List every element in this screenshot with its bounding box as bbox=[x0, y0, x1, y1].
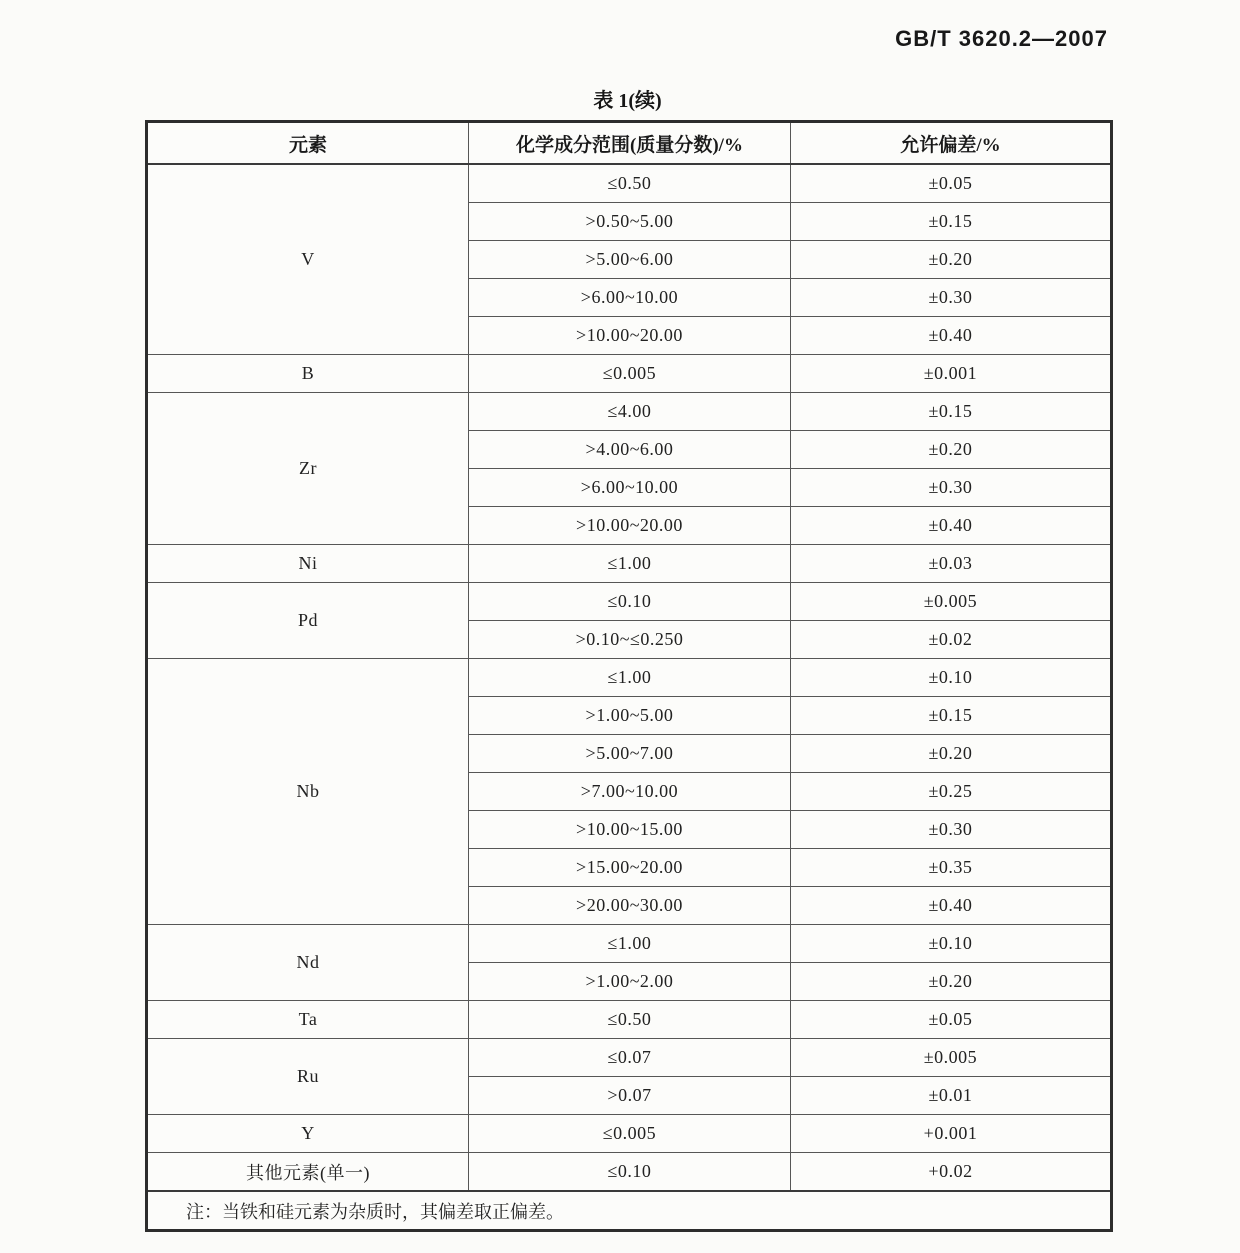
range-cell: >0.10~≤0.250 bbox=[469, 621, 791, 659]
header-row bbox=[147, 122, 1112, 165]
deviation-cell: ±0.10 bbox=[791, 659, 1112, 697]
range-cell: >15.00~20.00 bbox=[469, 849, 791, 887]
table-row bbox=[147, 545, 1112, 583]
range-cell: ≤0.10 bbox=[469, 583, 791, 621]
deviation-cell: ±0.20 bbox=[791, 241, 1112, 279]
deviation-cell: ±0.30 bbox=[791, 811, 1112, 849]
range-cell: >5.00~7.00 bbox=[469, 735, 791, 773]
deviation-cell: ±0.25 bbox=[791, 773, 1112, 811]
element-cell: Ru bbox=[147, 1039, 469, 1115]
column-header-composition-range: 化学成分范围(质量分数)/% bbox=[469, 122, 791, 165]
deviation-cell: ±0.02 bbox=[791, 621, 1112, 659]
column-header-permitted-deviation: 允许偏差/% bbox=[791, 122, 1112, 165]
range-cell: ≤1.00 bbox=[469, 659, 791, 697]
column-header-element: 元素 bbox=[147, 122, 469, 165]
range-cell: >1.00~5.00 bbox=[469, 697, 791, 735]
table-row bbox=[147, 393, 1112, 431]
deviation-cell: ±0.15 bbox=[791, 697, 1112, 735]
standard-code: GB/T 3620.2—2007 bbox=[895, 26, 1108, 51]
deviation-cell: ±0.005 bbox=[791, 583, 1112, 621]
element-cell: Pd bbox=[147, 583, 469, 659]
deviation-cell: +0.001 bbox=[791, 1115, 1112, 1153]
deviation-cell: ±0.40 bbox=[791, 507, 1112, 545]
range-cell: >6.00~10.00 bbox=[469, 469, 791, 507]
table-note: 注：当铁和硅元素为杂质时，其偏差取正偏差。 bbox=[147, 1191, 1112, 1231]
deviation-cell: +0.02 bbox=[791, 1153, 1112, 1192]
element-cell: 其他元素(单一) bbox=[147, 1153, 469, 1192]
range-cell: ≤0.005 bbox=[469, 355, 791, 393]
range-cell: ≤0.07 bbox=[469, 1039, 791, 1077]
table-row bbox=[147, 164, 1112, 203]
deviation-cell: ±0.40 bbox=[791, 887, 1112, 925]
table-row bbox=[147, 1153, 1112, 1192]
deviation-cell: ±0.20 bbox=[791, 431, 1112, 469]
range-cell: ≤0.50 bbox=[469, 1001, 791, 1039]
range-cell: >1.00~2.00 bbox=[469, 963, 791, 1001]
deviation-cell: ±0.05 bbox=[791, 164, 1112, 203]
element-cell: Zr bbox=[147, 393, 469, 545]
table-body bbox=[147, 164, 1112, 1231]
table-row bbox=[147, 1039, 1112, 1077]
deviation-cell: ±0.30 bbox=[791, 469, 1112, 507]
element-cell: V bbox=[147, 164, 469, 355]
deviation-cell: ±0.001 bbox=[791, 355, 1112, 393]
element-cell: B bbox=[147, 355, 469, 393]
deviation-cell: ±0.03 bbox=[791, 545, 1112, 583]
deviation-cell: ±0.30 bbox=[791, 279, 1112, 317]
deviation-cell: ±0.005 bbox=[791, 1039, 1112, 1077]
deviation-cell: ±0.20 bbox=[791, 963, 1112, 1001]
range-cell: ≤1.00 bbox=[469, 925, 791, 963]
table-row bbox=[147, 925, 1112, 963]
range-cell: ≤1.00 bbox=[469, 545, 791, 583]
element-cell: Nb bbox=[147, 659, 469, 925]
range-cell: >0.50~5.00 bbox=[469, 203, 791, 241]
deviation-cell: ±0.35 bbox=[791, 849, 1112, 887]
deviation-cell: ±0.20 bbox=[791, 735, 1112, 773]
deviation-cell: ±0.15 bbox=[791, 393, 1112, 431]
range-cell: >4.00~6.00 bbox=[469, 431, 791, 469]
deviation-cell: ±0.15 bbox=[791, 203, 1112, 241]
range-cell: >5.00~6.00 bbox=[469, 241, 791, 279]
table-row bbox=[147, 1115, 1112, 1153]
range-cell: >0.07 bbox=[469, 1077, 791, 1115]
table-row bbox=[147, 355, 1112, 393]
deviation-cell: ±0.40 bbox=[791, 317, 1112, 355]
range-cell: >6.00~10.00 bbox=[469, 279, 791, 317]
range-cell: >20.00~30.00 bbox=[469, 887, 791, 925]
table-row bbox=[147, 659, 1112, 697]
element-cell: Ta bbox=[147, 1001, 469, 1039]
element-cell: Nd bbox=[147, 925, 469, 1001]
deviation-cell: ±0.10 bbox=[791, 925, 1112, 963]
table-header bbox=[147, 122, 1112, 165]
deviation-cell: ±0.01 bbox=[791, 1077, 1112, 1115]
deviation-table bbox=[145, 120, 1113, 1232]
table-title: 表 1(续) bbox=[593, 90, 662, 112]
range-cell: ≤0.10 bbox=[469, 1153, 791, 1192]
deviation-cell: ±0.05 bbox=[791, 1001, 1112, 1039]
range-cell: >10.00~20.00 bbox=[469, 317, 791, 355]
element-cell: Ni bbox=[147, 545, 469, 583]
range-cell: ≤0.005 bbox=[469, 1115, 791, 1153]
element-cell: Y bbox=[147, 1115, 469, 1153]
range-cell: >10.00~15.00 bbox=[469, 811, 791, 849]
note-row bbox=[147, 1191, 1112, 1231]
range-cell: >7.00~10.00 bbox=[469, 773, 791, 811]
table-row bbox=[147, 1001, 1112, 1039]
range-cell: >10.00~20.00 bbox=[469, 507, 791, 545]
table-row bbox=[147, 583, 1112, 621]
range-cell: ≤0.50 bbox=[469, 164, 791, 203]
range-cell: ≤4.00 bbox=[469, 393, 791, 431]
